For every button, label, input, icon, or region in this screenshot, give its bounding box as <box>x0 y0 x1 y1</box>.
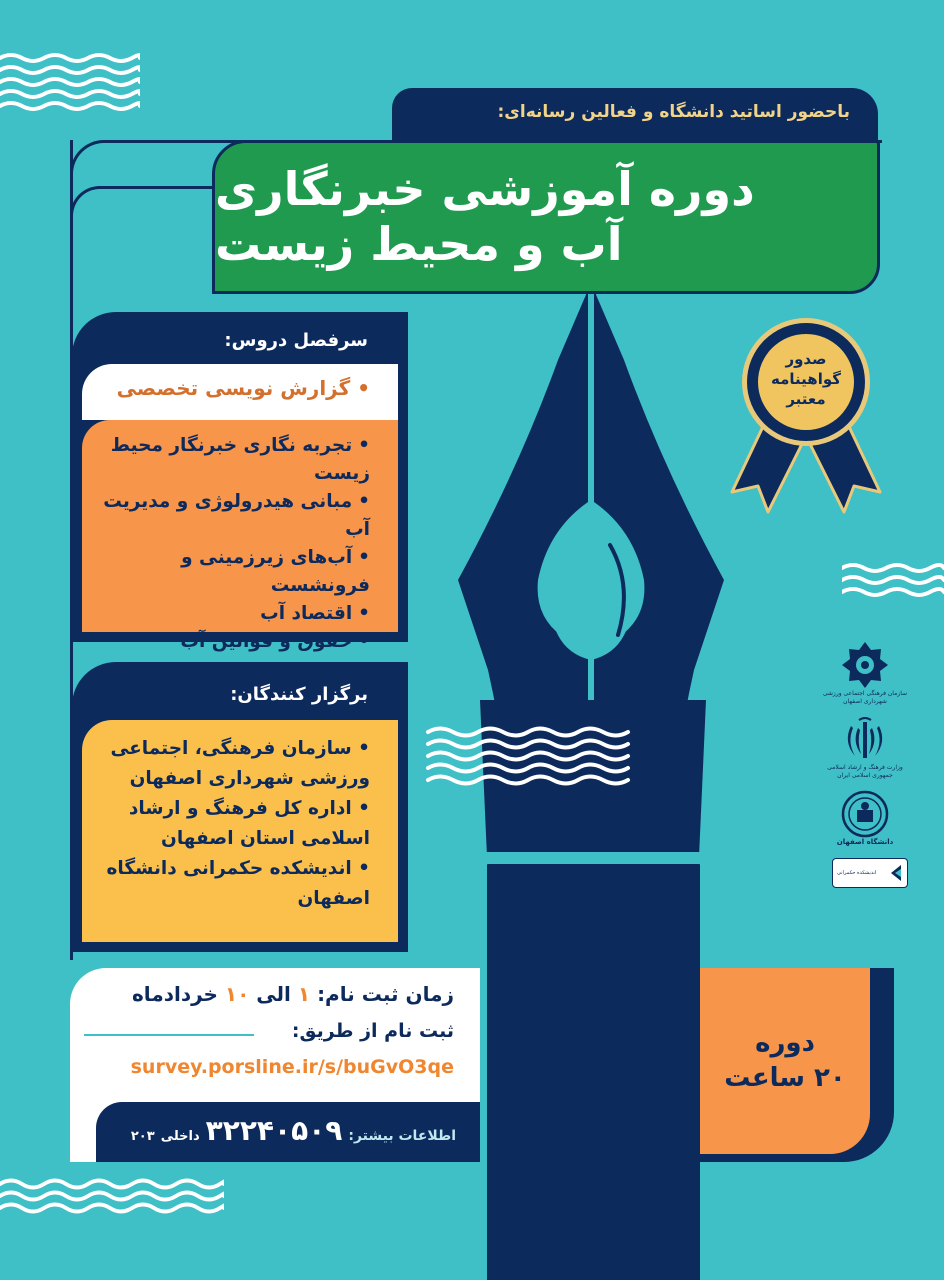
registration-via-label: ثبت نام از طریق: <box>291 1020 454 1042</box>
info-bar <box>96 1102 480 1162</box>
waves-right <box>842 562 944 600</box>
iran-emblem-icon <box>843 716 887 764</box>
municipality-logo-icon <box>840 640 890 690</box>
extension-label: داخلی <box>160 1129 200 1144</box>
registration-url-link[interactable]: survey.porsline.ir/s/buGvO3qe <box>130 1056 454 1078</box>
syllabus-list <box>82 420 398 652</box>
badge-line-2: گواهینامه <box>771 370 841 388</box>
syllabus-item: •مبانی هیدرولوژی و مدیریت آب <box>103 491 370 540</box>
syllabus-heading: سرفصل دروس: <box>224 330 368 351</box>
syllabus-featured-item: • گزارش نویسی تخصصی <box>116 376 370 400</box>
phone-number[interactable]: ۳۲۲۴۰۵۰۹ <box>205 1114 343 1147</box>
waves-bottom-left <box>0 1176 224 1216</box>
ribbon-icon <box>724 316 888 516</box>
logo-caption: اندیشکده حکمرانی <box>837 870 877 876</box>
organizers-heading: برگزار کنندگان: <box>230 684 368 705</box>
registration-time: زمان ثبت نام: ۱ الی ۱۰ خردادماه <box>132 982 454 1006</box>
think-tank-logo-icon <box>889 864 903 882</box>
duration-line-2: ۲۰ ساعت <box>724 1063 846 1093</box>
waves-over-pen <box>426 726 632 788</box>
title-line-1: دوره آموزشی خبرنگاری <box>215 161 755 216</box>
badge-line-3: معتبر <box>786 390 826 408</box>
syllabus-item: •حقوق و قوانین آب <box>180 631 370 652</box>
pen-barrel <box>487 860 700 1280</box>
logo-university <box>822 790 908 846</box>
pen-barrel-gap <box>487 852 700 864</box>
organizers-panel <box>72 662 408 952</box>
syllabus-item: •آب‌های زیرزمینی و فرونشست <box>181 547 370 596</box>
title-box <box>212 140 880 294</box>
syllabus-item: •اقتصاد آب <box>260 603 370 624</box>
duration-line-1: دوره <box>755 1027 815 1058</box>
syllabus-featured-box <box>82 364 398 420</box>
extension-number: ۲۰۳ <box>130 1129 155 1144</box>
badge-line-1: صدور <box>785 350 827 368</box>
organizer-item: • اندیشکده حکمرانی دانشگاه اصفهان <box>106 858 370 909</box>
syllabus-item: •تجربه نگاری خبرنگار محیط زیست <box>110 435 370 484</box>
waves-top-left <box>0 52 140 114</box>
divider <box>84 1034 254 1036</box>
logo-caption: دانشگاه اصفهان <box>836 838 894 846</box>
logo-ministry <box>822 716 908 780</box>
organizer-item: • اداره کل فرهنگ و ارشاد اسلامی استان اصفهان <box>128 798 370 849</box>
contact-info <box>131 1114 456 1147</box>
logo-caption: وزارت فرهنگ و ارشاد اسلامی جمهوری اسلامی ایران <box>827 764 903 779</box>
organizers-list <box>82 720 398 942</box>
university-seal-icon <box>841 790 889 838</box>
logo-municipality <box>822 640 908 706</box>
organizer-item: • سازمان فرهنگی، اجتماعی ورزشی شهرداری اصفهان <box>110 738 370 789</box>
logo-think-tank <box>832 858 908 888</box>
logos-column <box>822 640 908 888</box>
duration-card <box>700 968 870 1154</box>
subtitle-text: باحضور اساتید دانشگاه و فعالین رسانه‌ای: <box>497 102 850 122</box>
logo-caption: سازمان فرهنگی اجتماعی ورزشی شهرداری اصفهان <box>822 690 908 705</box>
info-label: اطلاعات بیشتر: <box>348 1128 456 1144</box>
certificate-badge <box>724 316 888 516</box>
syllabus-panel <box>72 312 408 652</box>
title-line-2: آب و محیط زیست <box>215 217 623 271</box>
